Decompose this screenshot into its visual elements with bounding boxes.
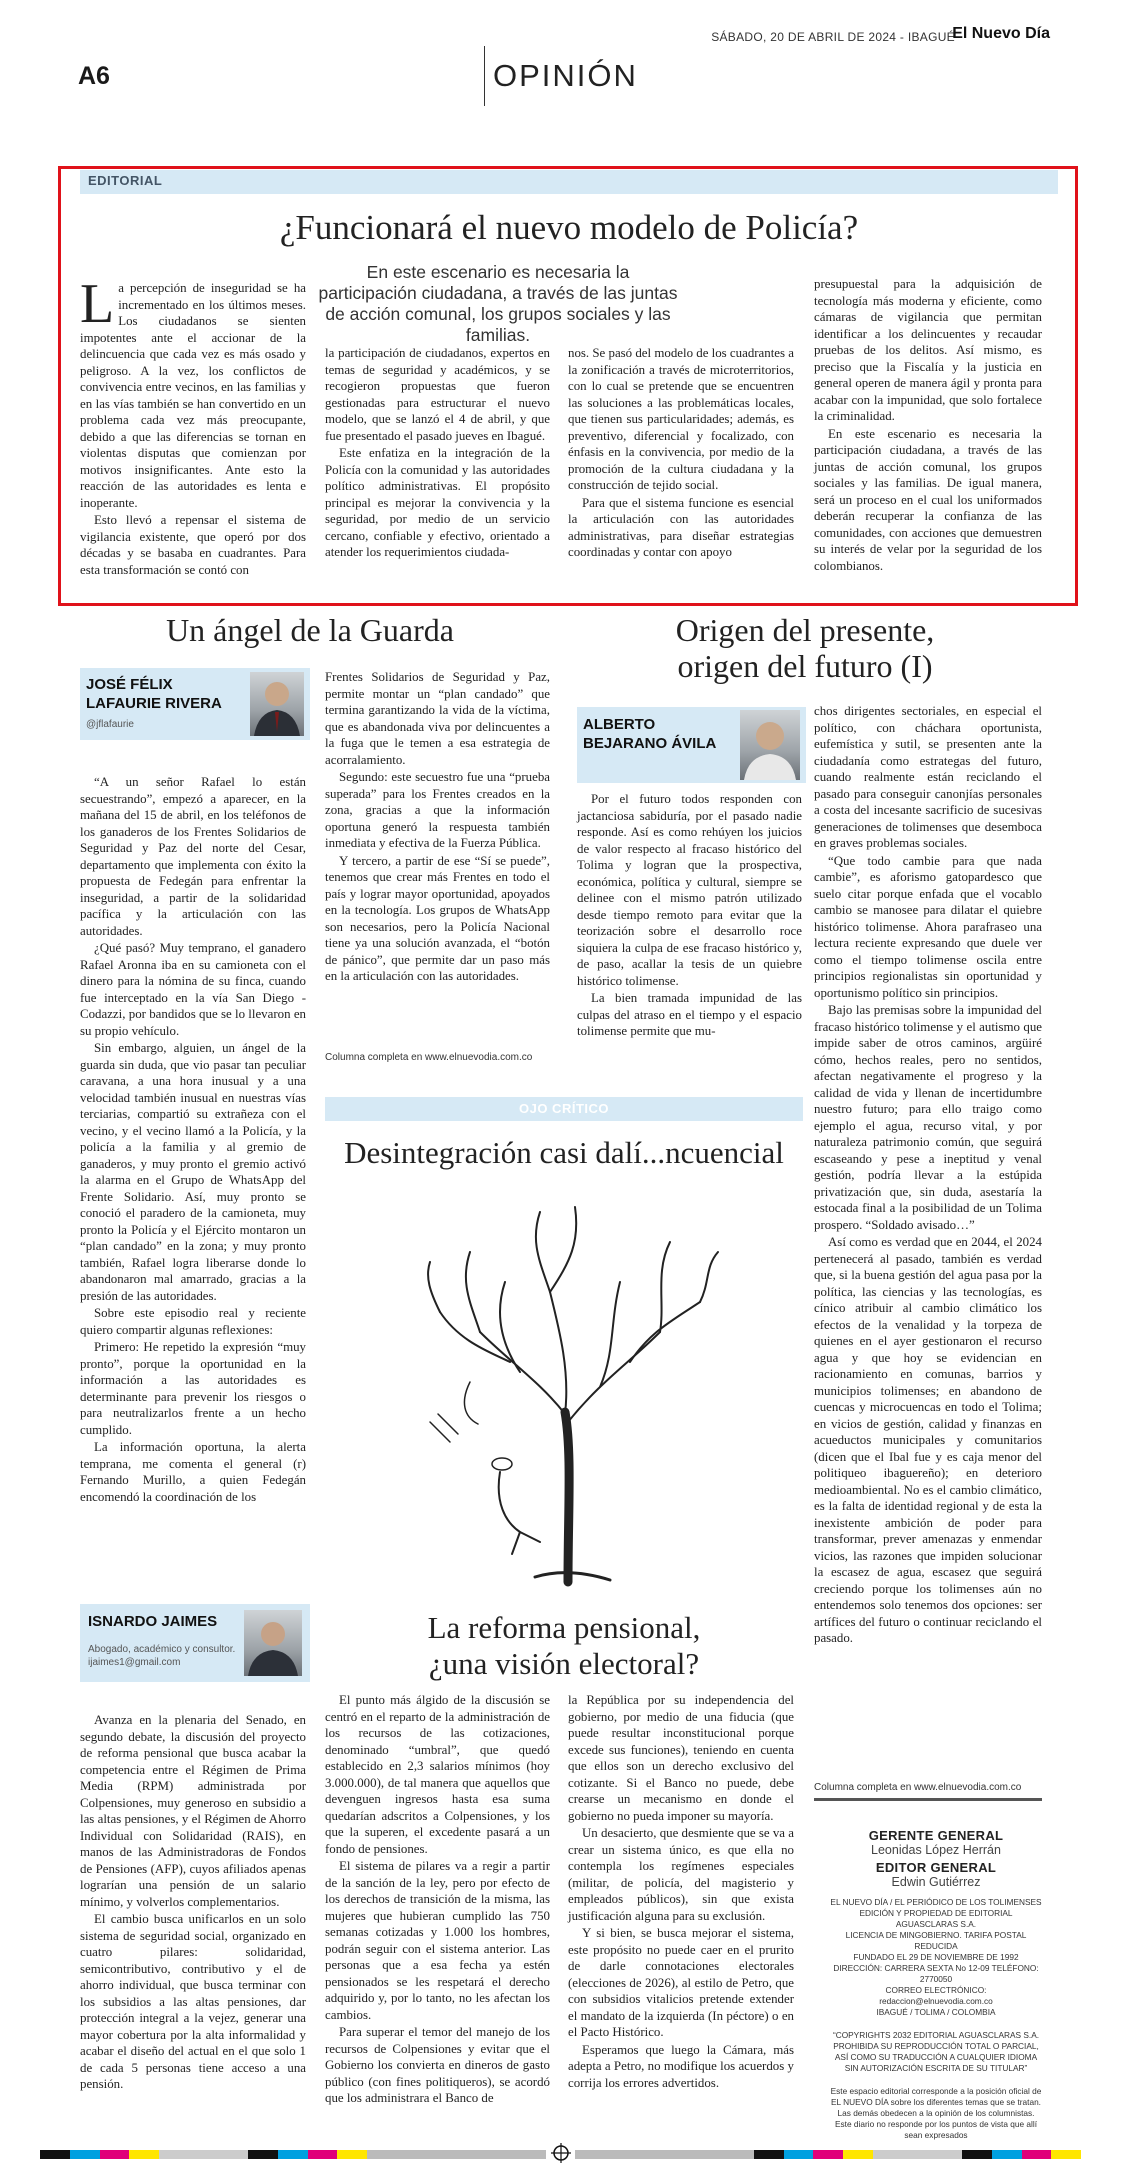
angel-full-column-link[interactable]: Columna completa en www.elnuevodia.com.co — [325, 1052, 533, 1063]
gerente-label: GERENTE GENERAL — [868, 1828, 1004, 1843]
editor-name: Edwin Gutiérrez — [891, 1875, 981, 1889]
editorial-disclaimer: Este espacio editorial corresponde a la posición oficial de EL NUEVO DÍA sobre los diferentes temas que se tratan. Las demás obedecen a la opinión de los columnistas. Este diario no responde por los puntos de vista que allí sean expresados — [830, 2086, 1042, 2140]
origen-column-1: Por el futuro todos responden con jactanciosa sabiduría, por el pasado nadie responde. Así es como rehúyen los juicios de valor respecto al fracaso histórico del Tolima y logran que la prospectiva, económica, política y cultural, siempre se delinee con el mismo patrón utilizado desde tiempo remoto para evitar que la teorización sobre el desarrollo roce siquiera la culpa de ese fracaso histórico y, de paso, acallar la tesis de un quiebre histórico tolimense. La bien tramada impunidad de las culpas del atraso en el tiempo y el espacio tolimense permite que mu- — [577, 792, 802, 1038]
origen-author-box — [577, 707, 806, 783]
logo[interactable]: El Nuevo Día — [952, 25, 1050, 42]
cartoon-illustration — [400, 1182, 730, 1602]
publisher-info: EL NUEVO DÍA / EL PERIÓDICO DE LOS TOLIMENSES EDICIÓN Y PROPIEDAD DE EDITORIAL AGUASCLARAS S.A. LICENCIA DE MINGOBIERNO. TARIFA POSTAL REDUCIDA FUNDADO EL 29 DE NOVIEMBRE DE 1992 DIRECCIÓN: CARRERA SEXTA No 12-09 TELÉFONO: 2770050 CORREO ELECTRÓNICO: redaccion@elnuevodia.com.co IBAGUÉ / TOLIMA / COLOMBIA — [830, 1897, 1042, 2017]
editorial-column-1: La percepción de inseguridad se ha incrementado en los últimos meses. Los ciudadanos se sienten impotentes ante el accionar de la delincuencia que cada vez es más osado y peligroso. A la vez, los conflictos de convivencia entre vecinos, en las familias y en las vías también se han convertido en un problema cada vez más preocupante, debido a que las diferencias se tornan en violentas disputas que comienzan por motivos insignificantes. Ante esto la reacción de las autoridades es lenta e inoperante. Esto llevó a repensar el sistema de vigilancia existente, que operó por dos décadas y se basaba en cuadrantes. Para esta transformación se contó con — [80, 273, 306, 577]
author-photo — [740, 710, 800, 780]
isnardo-author-box — [80, 1604, 310, 1682]
isnardo-column-1: Avanza en la plenaria del Senado, en segundo debate, la discusión del proyecto de reforma pensional que busca acabar la competencia entre el Régimen de Prima Media (RPM) administrada por Colpensiones, muy generoso en subsidio a las altas pensiones, y el Régimen de Ahorro Individual con Solidaridad (RAIS), en manos de las Administradoras de Fondos de Pensiones (AFP), cuyos afiliados apenas lograrían una pensión de un salario mínimo, y volverlos complementarios. El cambio busca unificarlos en un solo sistema de seguridad social, organizado en cuatro pilares: solidaridad, semicontributivo, contributivo y el de ahorro individual, que busca terminar con los subsidios a las altas pensiones, dar protección integral a la vejez, generar una mayor cobertura por la alta informalidad y acabar el diseño del actual en el que solo 1 de cada 5 personas tiene acceso a una pensión. — [80, 1713, 306, 2091]
divider — [814, 1798, 1042, 1801]
person-icon — [250, 672, 304, 736]
angel-headline: Un ángel de la Guarda — [166, 612, 454, 648]
staff-box — [830, 1828, 1042, 2141]
editorial-column-4: presupuestal para la adquisición de tecnología más moderna y eficiente, como cámaras de vigilancia que permitan identificar a los delincuentes y recaudar pruebas de los delitos. Así mismo, es preciso que la Fiscalía y la justicia en general operen de manera ágil y pronta para acabar con la impunidad, que solo fortalece la criminalidad. En este escenario es necesaria la participación ciudadana, a través de las juntas de acción comunal, los grupos sociales y las familias. De igual manera, será un proceso en el cual los uniformados deberán recuperar la confianza de las comunidades, con acciones que demuestren su interés de velar por la seguridad de los colombianos. — [814, 277, 1042, 573]
origen-author-name: ALBERTO BEJARANO ÁVILA — [583, 716, 717, 752]
isnardo-email[interactable]: ijaimes1@gmail.com — [88, 1657, 181, 1668]
gerente-name: Leonidas López Herrán — [871, 1843, 1001, 1857]
editor-label: EDITOR GENERAL — [875, 1860, 997, 1875]
angel-column-2: Frentes Solidarios de Seguridad y Paz, permite montar un “plan candado” que termina garantizando la vida de la víctima, que es abandonada viva por delincuentes a la fuga que le temen a esa estrategia de acorralamiento. Segundo: este secuestro fue una “prueba superada” para los Frentes creados en la zona, gracias a que la información oportuna generó la respuesta también inmediata y efectiva de la Fuerza Pública. Y tercero, a partir de ese “Sí se puede”, tenemos que crear más Frentes en todo el país y lograr mayor oportunidad, apoyados en la tecnología. Los grupos de WhatsApp son necesarios, pero la Policía Nacional tiene ya una solución avanzada, el “botón de pánico”, que permite dar un paso más en la articulación con las autoridades. — [325, 670, 550, 983]
drop-cap: L — [80, 273, 115, 335]
isnardo-author-name: ISNARDO JAIMES — [88, 1613, 218, 1630]
isnardo-column-2: El punto más álgido de la discusión se centró en el reparto de la administración de los recursos de las cotizaciones, denominado “umbral”, que quedó establecido en 2,3 salarios mínimos (hoy 3.000.000), de tal manera que aquellos que devenguen ingresos hasta esa suma quedarían adscritos a Colpensiones, y los que la superen, el excedente pasará a un fondo de pensiones. El sistema de pilares va a regir a partir de la sanción de la ley, pero por efecto de los derechos de transición de la misma, las mujeres que hubieran cumplido las 750 semanas cotizadas y 1.000 los hombres, podrán seguir con el sistema anterior. Las personas que a esa fecha ya estén pensionados se les respetará el derecho adquirido y, por lo tanto, no les afectan los cambios. Para superar el temor del manejo de los recursos de Colpensiones y evitar que el Gobierno los convierta en dineros de gasto público (con fines politiqueros), se acordó que los administrara el Banco de — [325, 1693, 550, 2105]
origen-column-2: chos dirigentes sectoriales, en especial el político, con cháchara oportunista, eufemística y sutil, se presenten ante la ciudadanía como estrategas del futuro, cuando realmente están reciclando el pasado para conseguir canonjías personales a costa del incesante sacrificio de sucesivas generaciones de tolimenses que desemboca en graves problemas sociales. “Que todo cambie para que nada cambie”, es aforismo gatopardesco que suelo citar porque enfada que el vocablo cambio se manosee para dilatar el quiebre histórico tolimense. Ahora parafraseo una lectura reciente expresando que duele ver como el tiempo tolimense oscila entre principios regionalistas sin oportunidad y oportunismo político sin principios. Bajo las premisas sobre la impunidad del fracaso histórico tolimense y el autismo que impide saber de otros caminos, argüiré cómo, hechos reales, pero no sentidos, afectan negativamente el progreso y la calidad de vida y llenan de incertidumbre nuestro futuro; para ello traigo como ejemplo el agua, recurso vital, y por naturaleza patrimonio común, que seguirá escaseando y pese a ineptitud y venal gestión, podría llevar a la estúpida privatización que, sin duda, asestaría la estocada final a la posibilidad de un Tolima prospero. “Soldado avisado…” Así como es verdad que en 2044, el 2024 pertenecerá al pasado, también es verdad que, si la buena gestión del agua pasa por la política, las ciencias y las tecnologías, es cínico atribuir al cambio climático los efectos de la venalidad y la torpeza de quienes en el ayer gestionaron el recurso agua y que hoy se evidencian en racionamiento en comunas, barrios y municipios tolimenses; en abandono de cuencas y microcuencas en todo el Tolima; en vicios de gestión, calidad y finanzas en acueductos municipales y comunitarios (dicen que el Ibal fue y es caja menor del politiqueo ibaguereño); en deterioro medioambiental. No es el cambio climático, es la falta de identidad regional y de esta la inexistente ambición de poder para transformar, prever amenazas y enmendar vicios, las razones que impiden solucionar la escasez de agua, escasez que seguirá creciendo porque los tolimenses aún no entendemos solo tenemos dos opciones: ser artífices del futuro o continuar reciclando el pasado. — [814, 704, 1042, 1645]
editorial-tag: EDITORIAL — [80, 170, 1058, 194]
section-divider — [484, 46, 485, 106]
angel-author-handle: @jflafaurie — [86, 719, 134, 730]
origen-full-column-link[interactable]: Columna completa en www.elnuevodia.com.co — [814, 1782, 1022, 1793]
person-icon — [244, 1610, 302, 1676]
date-text: SÁBADO, 20 DE ABRIL DE 2024 - IBAGUÉ — [711, 30, 955, 44]
editorial-title: ¿Funcionará el nuevo modelo de Policía? — [279, 208, 859, 247]
editorial-column-3: nos. Se pasó del modelo de los cuadrantes a la zonificación a través de microterritorios, con lo cual se pretende que se encuentren las soluciones a las problemáticas locales, que tienen sus particularidades; además, es preventivo, diferencial y focalizado, con énfasis en la convivencia, por medio de la promoción de la cultura ciudadana y la construcción de tejido social. Para que el sistema funcione es esencial la articulación con las autoridades administrativas, para diseñar estrategias coordinadas y contar con apoyo — [568, 346, 794, 559]
angel-author-name: JOSÉ FÉLIX LAFAURIE RIVERA — [86, 676, 222, 712]
section-title: OPINIÓN — [493, 58, 638, 93]
author-photo — [250, 672, 304, 736]
registration-mark-icon — [550, 2142, 572, 2164]
copyright-notice: “COPYRIGHTS 2032 EDITORIAL AGUASCLARAS S.A. PROHIBIDA SU REPRODUCCIÓN TOTAL O PARCIAL, ASÍ COMO SU TRADUCCIÓN A CUALQUIER IDIOMA SIN AUTORIZACIÓN ESCRITA DE SU TITULAR” — [832, 2030, 1040, 2073]
editorial-pull-quote: En este escenario es necesaria la participación ciudadana, a través de las juntas de acción comunal, los grupos sociales y las familias. — [318, 262, 678, 345]
isnardo-headline: La reforma pensional, ¿una visión electoral? — [427, 1610, 701, 1681]
author-photo — [244, 1610, 302, 1676]
origen-headline: Origen del presente, origen del futuro (I) — [675, 612, 935, 684]
angel-author-box — [80, 668, 310, 740]
page-number: A6 — [78, 62, 110, 90]
editorial-column-2: la participación de ciudadanos, expertos en temas de seguridad y académicos, y se recogieron propuestas que fueron gestionadas para estructurar el nuevo modelo, que se lanzó el 4 de abril, y que fue presentado el pasado jueves en Ibagué. Este enfatiza en la integración de la Policía con la comunidad y las autoridades político administrativas. El propósito principal es mejorar la convivencia y la seguridad, por medio de un servicio cercano, confiable y efectivo, orientado a atender los requerimientos ciudada- — [325, 346, 550, 559]
angel-column-1: “A un señor Rafael lo están secuestrando”, empezó a aparecer, en la mañana del 15 de abril, en los teléfonos de los ganaderos de los Frentes Solidarios de Seguridad y Paz del norte del Cesar, departamento que implementa con éxito la propuesta de Fedegán para enfrentar la inseguridad, a partir de la solidaridad pacífica y la articulación con las autoridades. ¿Qué pasó? Muy temprano, el ganadero Rafael Aronna iba en su camioneta con el dinero para la nómina de su finca, cuando fue interceptado en la vía San Diego - Codazzi, por bandidos que se lo llevaron en su propio vehículo. Sin embargo, alguien, un ángel de la guarda sin duda, que vio pasar tan peculiar caravana, a una hora inusual y a una velocidad también inusual en nuestras vías terciarias, compartió su extrañeza con el vecino, y el vecino llamó a la Policía, y la policía a la familia y al gremio de ganaderos, y muy pronto el gremio activó la alarma en el Grupo de WhatsApp del Frente Solidario. Así, muy pronto se conoció el paradero de la camioneta, muy pronto la Policía y el Ejército montaron un “plan candado” en la zona; y muy pronto también, Rafael logra liberarse donde lo abandonaron mal amarrado, gracias a la presión de las autoridades. Sobre este episodio real y reciente quiero compartir algunas reflexiones: Primero: He repetido la expresión “muy pronto”, porque la oportunidad en la información a las autoridades es determinante para prevenir los riesgos o para neutralizarlos frente a un hecho cumplido. La información oportuna, la alerta temprana, me comenta el general (r) Fernando Murillo, a quien Fedegán encomendó la coordinación de los — [80, 775, 306, 1504]
ojo-critico-tag: OJO CRÍTICO — [325, 1097, 803, 1121]
isnardo-column-3: la República por su independencia del gobierno, por medio de una fiducia (que puede resultar inconstitucional porque excede sus funciones), teniendo en cuenta que ellos son un derecho exclusivo del cotizante. Si el Banco no puede, debe crearse un mecanismo en donde el gobierno no pueda imponer su mayoría. Un desacierto, que desmiente que se va a crear un sistema único, es que ella no contempla los regímenes especiales (militar, de policía, del magisterio y empleados públicos), sin que exista justificación alguna para su exclusión. Y si bien, se busca mejorar el sistema, este propósito no puede caer en el prurito de darle connotaciones electorales (elecciones de 2026), al estilo de Petro, que con subsidios vitalicios pretende extender el mandato de la izquierda (In péctore) o en el Pacto Histórico. Esperamos que luego la Cámara, más adepta a Petro, no modifique los acuerdos y corrija los errores advertidos. — [568, 1693, 794, 2090]
isnardo-bio: Abogado, académico y consultor. — [88, 1644, 236, 1655]
ojo-critico-title: Desintegración casi dalí...ncuencial — [344, 1135, 784, 1170]
person-icon — [740, 710, 800, 780]
